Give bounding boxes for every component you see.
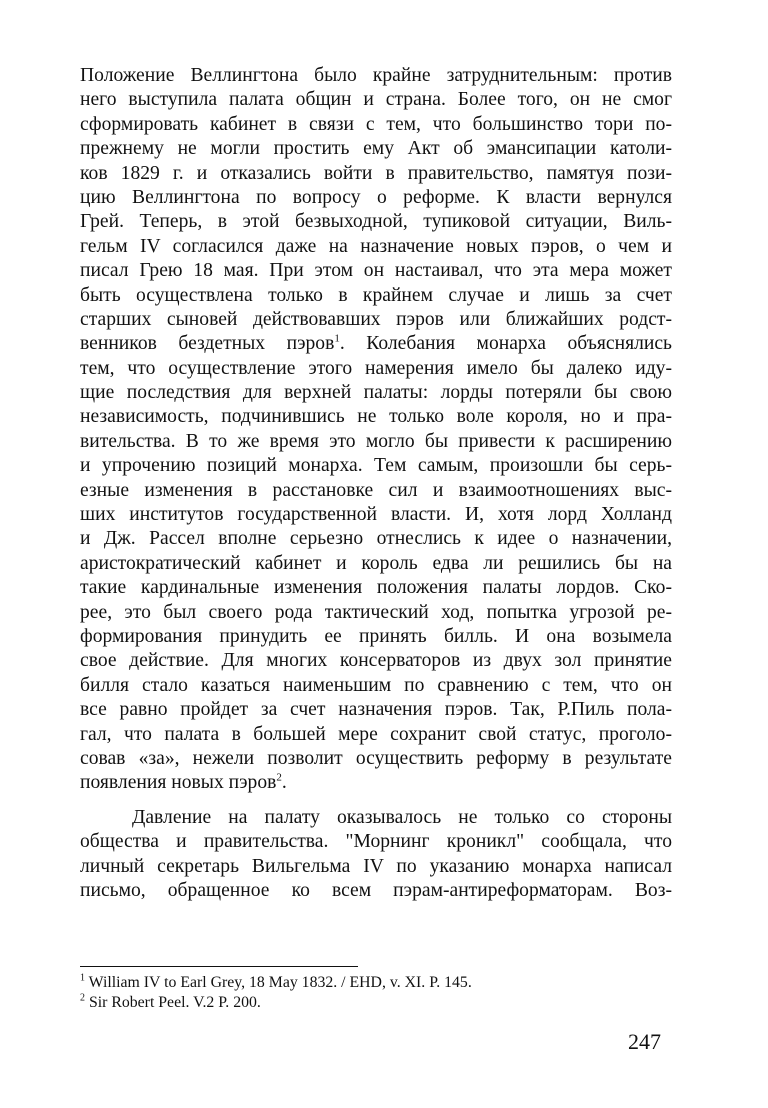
text-line: вительства. В то же время это могло бы привести к расширению <box>80 430 672 452</box>
text-line: общества и правительства. "Морнинг кроникл" сообщала, что <box>80 831 672 853</box>
text-line: быть осуществлена только в крайнем случае и лишь за счет <box>80 284 672 306</box>
text-segment: . <box>281 772 287 794</box>
text-line: Давление на палату оказывалось не только со стороны <box>132 806 672 828</box>
text-line: тем, что осуществление этого намерения имело бы далеко иду- <box>80 357 672 379</box>
paragraph-2 <box>80 806 672 904</box>
text-line: сформировать кабинет в связи с тем, что большинство тори по- <box>80 113 672 135</box>
text-line: все равно пройдет за счет назначения пэров. Так, Р.Пиль пола- <box>80 699 672 721</box>
text-line: независимость, подчинившись не только воле короля, но и пра- <box>80 406 672 428</box>
text-line: свое действие. Для многих консерваторов из двух зол принятие <box>80 650 672 672</box>
text-line-with-footnote-2 <box>80 771 672 795</box>
text-line-with-footnote-1 <box>80 332 672 356</box>
text-line: такие кардинальные изменения положения палаты лордов. Ско- <box>80 577 672 599</box>
footnote-divider <box>80 966 358 967</box>
text-segment: венников бездетных пэров <box>80 333 335 355</box>
text-line: прежнему не могли простить ему Акт об эмансипации католи- <box>80 138 672 160</box>
main-text <box>80 64 672 903</box>
footnote-text: William IV to Earl Grey, 18 May 1832. / EHD, v. XI. P. 145. <box>85 974 472 991</box>
paragraph-1 <box>80 64 672 796</box>
text-line: гельм IV согласился даже на назначение новых пэров, о чем и <box>80 235 672 257</box>
footnote-marker: 2 <box>80 992 85 1004</box>
text-line: и упрочению позиций монарха. Тем самым, произошли бы серь- <box>80 455 672 477</box>
footnotes <box>80 973 680 1013</box>
text-line: Грей. Теперь, в этой безвыходной, тупиковой ситуации, Виль- <box>80 211 672 233</box>
text-line: личный секретарь Вильгельма IV по указанию монарха написал <box>80 855 672 877</box>
text-segment: появления новых пэров <box>80 772 277 794</box>
text-line: рее, это был своего рода тактический ход, попытка угрозой ре- <box>80 601 672 623</box>
footnote-text: Sir Robert Peel. V.2 P. 200. <box>85 994 261 1011</box>
text-line: Положение Веллингтона было крайне затруднительным: против <box>80 65 672 86</box>
text-line: него выступила палата общин и страна. Более того, он не смог <box>80 89 672 111</box>
text-line: писал Грею 18 мая. При этом он настаивал, что эта мера может <box>80 260 672 282</box>
text-line: щие последствия для верхней палаты: лорды потеряли бы свою <box>80 382 672 404</box>
footnote-2 <box>80 993 680 1013</box>
footnote-ref-2[interactable]: 2 <box>276 771 282 784</box>
text-line: ков 1829 г. и отказались войти в правительство, памятуя пози- <box>80 162 672 184</box>
text-line: билля стало казаться наименьшим по сравнению с тем, что он <box>80 674 672 696</box>
text-line: письмо, обращенное ко всем пэрам-антиреформаторам. Воз- <box>80 879 672 901</box>
text-line: совав «за», нежели позволит осуществить реформу в результате <box>80 747 672 769</box>
text-line: езные изменения в расстановке сил и взаимоотношениях выс- <box>80 479 672 501</box>
text-line: старших сыновей действовавших пэров или ближайших родст- <box>80 308 672 330</box>
footnote-marker: 1 <box>80 972 85 984</box>
footnote-ref-1[interactable]: 1 <box>334 332 340 345</box>
text-segment: . Колебания монарха объяснялись <box>339 333 672 355</box>
text-line: гал, что палата в большей мере сохранит свой статус, проголо- <box>80 723 672 745</box>
text-line: и Дж. Рассел вполне серьезно отнеслись к идее о назначении, <box>80 528 672 550</box>
text-line: формирования принудить ее принять билль. И она возымела <box>80 625 672 647</box>
text-line: ших институтов государственной власти. И, хотя лорд Холланд <box>80 504 672 526</box>
footnote-1 <box>80 973 680 993</box>
page-number: 247 <box>628 1029 661 1054</box>
text-line: цию Веллингтона по вопросу о реформе. К власти вернулся <box>80 186 672 208</box>
text-line: аристократический кабинет и король едва ли решились бы на <box>80 552 672 574</box>
